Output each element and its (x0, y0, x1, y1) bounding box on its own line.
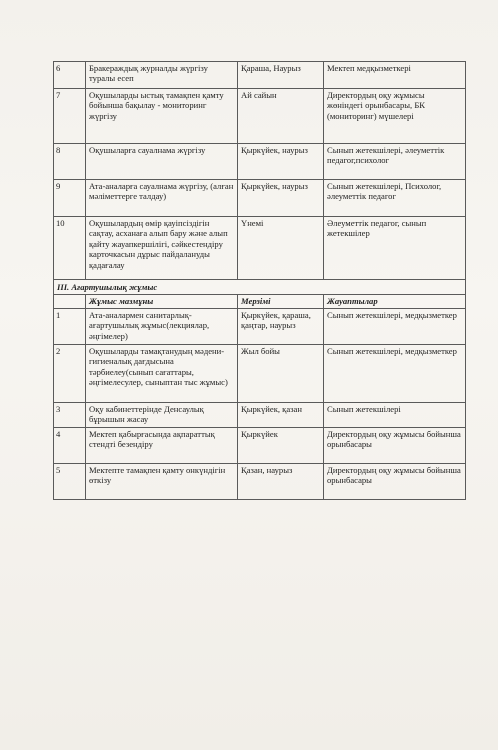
section-title: III. Ағартушылық жұмыс (54, 280, 466, 295)
work-content-cell: Оқушыларды ыстық тамақпен қамту бойынша бақылау - мониторинг жүргізу (86, 89, 238, 144)
work-content-cell: Оқу кабинеттерінде Денсаулық бұрышын жасау (86, 402, 238, 427)
row-number: 9 (54, 180, 86, 217)
work-content-cell: Бракераждық журналды жүргізу туралы есеп (86, 62, 238, 89)
responsible-cell: Сынып жетекшілері, әлеуметтік педагог,психолог (324, 144, 466, 180)
term-cell: Қыркүйек, наурыз (238, 144, 324, 180)
plan-table (53, 61, 466, 500)
responsible-cell: Сынып жетекшілері, Психолог, әлеуметтік педагог (324, 180, 466, 217)
term-cell: Үнемі (238, 217, 324, 280)
responsible-cell: Директордың оқу жұмысы жөніндегі орынбасары, БК (мониторинг) мүшелері (324, 89, 466, 144)
header-responsible: Жауаптылар (324, 295, 466, 308)
work-content-cell: Оқушылардың өмір қауіпсіздігін сақтау, асханаға алып бару және алып қайту жауапкершілігі, сәйкестендіру карточкасын дұрыс пайдалануды қадағалау (86, 217, 238, 280)
row-number: 10 (54, 217, 86, 280)
work-content-cell: Ата-аналармен санитарлық-ағартушылық жұмыс(лекциялар, әңгімелер) (86, 308, 238, 344)
table-row (54, 308, 466, 344)
responsible-cell: Директордың оқу жұмысы бойынша орынбасары (324, 427, 466, 463)
term-cell: Қараша, Наурыз (238, 62, 324, 89)
term-cell: Ай сайын (238, 89, 324, 144)
work-content-cell: Оқушыларға сауалнама жүргізу (86, 144, 238, 180)
table-row (54, 89, 466, 144)
row-number: 8 (54, 144, 86, 180)
table-row (54, 344, 466, 402)
term-cell: Қыркүйек, наурыз (238, 180, 324, 217)
term-cell: Қыркүйек, қазан (238, 402, 324, 427)
row-number: 6 (54, 62, 86, 89)
responsible-cell: Директордың оқу жұмысы бойынша орынбасары (324, 463, 466, 499)
responsible-cell: Әлеуметтік педагог, сынып жетекшілер (324, 217, 466, 280)
table-row (54, 62, 466, 89)
term-cell: Жыл бойы (238, 344, 324, 402)
table-row (54, 144, 466, 180)
row-number: 2 (54, 344, 86, 402)
responsible-cell: Сынып жетекшілері, медқызметкер (324, 308, 466, 344)
table-row (54, 180, 466, 217)
work-content-cell: Оқушыларды тамақтанудың мәдени-гигиеналық дағдысына тәрбиелеу(сынып сағаттары, әңгімелесулер, сыныптан тыс жұмыс) (86, 344, 238, 402)
header-term: Мерзімі (238, 295, 324, 308)
work-content-cell: Ата-аналарға сауалнама жүргізу, (алған мәліметтерге талдау) (86, 180, 238, 217)
row-number: 3 (54, 402, 86, 427)
header-row (54, 295, 466, 308)
row-number: 4 (54, 427, 86, 463)
header-work-content: Жұмыс мазмұны (86, 295, 238, 308)
responsible-cell: Сынып жетекшілері (324, 402, 466, 427)
term-cell: Қыркүйек (238, 427, 324, 463)
table-row (54, 402, 466, 427)
table-row (54, 427, 466, 463)
header-number (54, 295, 86, 308)
term-cell: Қазан, наурыз (238, 463, 324, 499)
term-cell: Қыркүйек, қараша, қаңтар, наурыз (238, 308, 324, 344)
row-number: 7 (54, 89, 86, 144)
responsible-cell: Сынып жетекшілері, медқызметкер (324, 344, 466, 402)
row-number: 5 (54, 463, 86, 499)
table-row (54, 217, 466, 280)
responsible-cell: Мектеп медқызметкері (324, 62, 466, 89)
work-content-cell: Мектепте тамақпен қамту онкүндігін өткізу (86, 463, 238, 499)
row-number: 1 (54, 308, 86, 344)
section-heading-row (54, 280, 466, 295)
table-row (54, 463, 466, 499)
work-content-cell: Мектеп қабырғасында ақпараттық стендті безендіру (86, 427, 238, 463)
